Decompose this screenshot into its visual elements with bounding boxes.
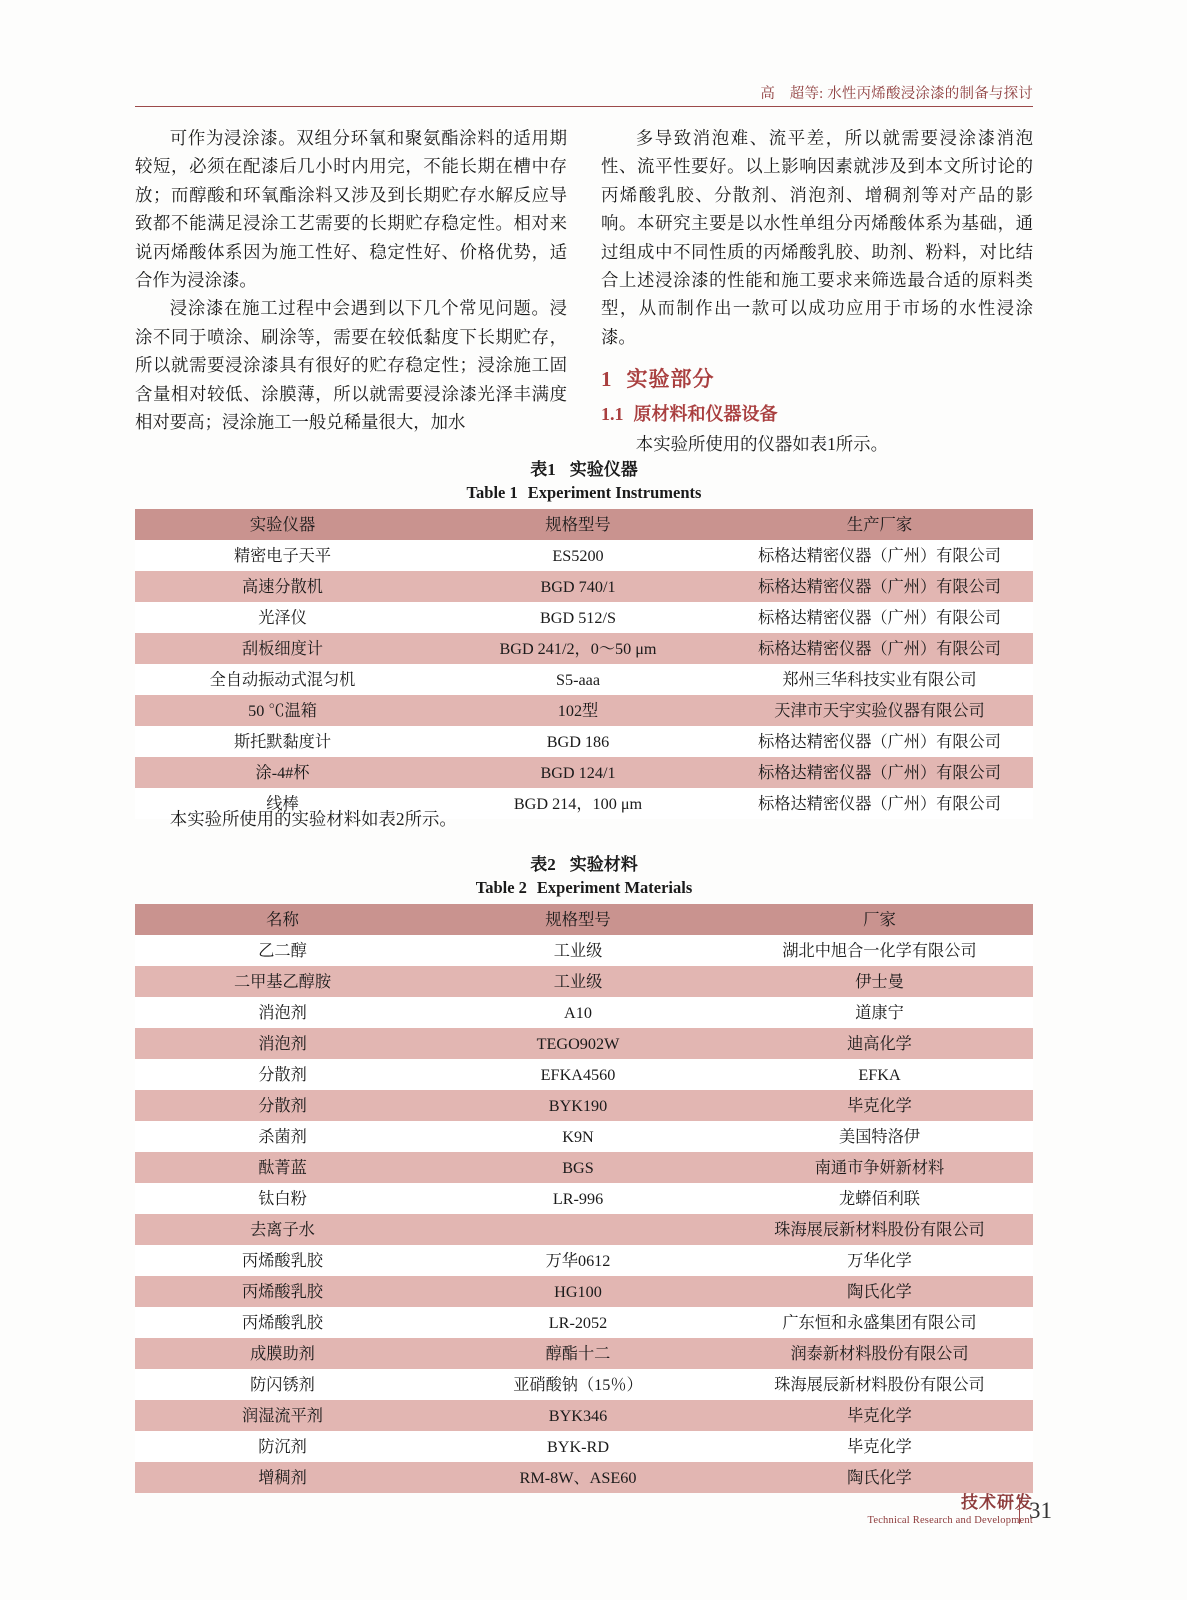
subsection-title: 原材料和仪器设备 (633, 403, 778, 424)
table-1-cell: 线棒 (135, 788, 430, 819)
table-2-cell: 工业级 (430, 935, 726, 966)
table-2-cell: 丙烯酸乳胶 (135, 1276, 430, 1307)
table-1-cell: 102型 (430, 695, 726, 726)
table-2-cell: 钛白粉 (135, 1183, 430, 1214)
table-row (135, 1276, 1033, 1307)
table-1-header-cell: 生产厂家 (726, 509, 1033, 540)
table-2-cell: 消泡剂 (135, 997, 430, 1028)
table-1-cell: 全自动振动式混匀机 (135, 664, 430, 695)
table-2-cell: 润泰新材料股份有限公司 (726, 1338, 1033, 1369)
table-2-cell: BYK346 (430, 1400, 726, 1431)
section-number: 1 (601, 367, 613, 392)
table-2-cell: 工业级 (430, 966, 726, 997)
table-2-cell: 陶氏化学 (726, 1276, 1033, 1307)
table-2-cell: 美国特洛伊 (726, 1121, 1033, 1152)
table-1-cell: BGD 740/1 (430, 571, 726, 602)
table-2-cell: 道康宁 (726, 997, 1033, 1028)
table-2-cell: 迪高化学 (726, 1028, 1033, 1059)
table-2-cell: 珠海展辰新材料股份有限公司 (726, 1214, 1033, 1245)
table-1-cell: 涂-4#杯 (135, 757, 430, 788)
table-row (135, 664, 1033, 695)
table-1-caption-cn-title: 实验仪器 (569, 460, 638, 479)
table-2-cell: 防沉剂 (135, 1431, 430, 1462)
table-2-cell: 润湿流平剂 (135, 1400, 430, 1431)
table-2-cell: 乙二醇 (135, 935, 430, 966)
table-1 (135, 509, 1033, 819)
table-1-cell: 斯托默黏度计 (135, 726, 430, 757)
table-row (135, 1400, 1033, 1431)
table-2-cell: 亚硝酸钠（15％） (430, 1369, 726, 1400)
table-2-caption-en (135, 878, 1033, 898)
table-row (135, 1152, 1033, 1183)
table-2-header-cell: 规格型号 (430, 904, 726, 935)
table-2-caption-cn (135, 850, 1033, 875)
table-1-cell: 精密电子天平 (135, 540, 430, 571)
table-2-cell: BYK190 (430, 1090, 726, 1121)
table-2-cell: 珠海展辰新材料股份有限公司 (726, 1369, 1033, 1400)
subsection-number: 1.1 (601, 403, 624, 424)
table-1-caption-en (135, 483, 1033, 503)
table-2-cell: BYK-RD (430, 1431, 726, 1462)
table-2-cell: TEGO902W (430, 1028, 726, 1059)
table-2-cell: 丙烯酸乳胶 (135, 1307, 430, 1338)
table-row (135, 540, 1033, 571)
table-row (135, 1121, 1033, 1152)
table-2-cell: 酞菁蓝 (135, 1152, 430, 1183)
table-1-caption-cn-label: 表1 (530, 460, 556, 479)
table-row (135, 571, 1033, 602)
table-1-cell: S5-aaa (430, 664, 726, 695)
footer-brand-en: Technical Research and Development (867, 1515, 1033, 1526)
footer-brand (867, 1492, 1033, 1528)
table-1-cell: BGD 512/S (430, 602, 726, 633)
table-2-cell: 龙蟒佰利联 (726, 1183, 1033, 1214)
table-row (135, 1462, 1033, 1493)
table-2-cell: 二甲基乙醇胺 (135, 966, 430, 997)
table-row (135, 1214, 1033, 1245)
table-row (135, 1369, 1033, 1400)
table-1-cell: BGD 186 (430, 726, 726, 757)
table-2-cell: 醇酯十二 (430, 1338, 726, 1369)
table-2-cell: HG100 (430, 1276, 726, 1307)
footer-brand-cn: 技术研发 (961, 1493, 1033, 1512)
table-1-cell: 标格达精密仪器（广州）有限公司 (726, 726, 1033, 757)
table-1-cell: BGD 241/2，0～50 μm (430, 633, 726, 664)
table-1-cell: 标格达精密仪器（广州）有限公司 (726, 757, 1033, 788)
table-row (135, 633, 1033, 664)
table-2-cell: 分散剂 (135, 1059, 430, 1090)
table-2-cell: EFKA (726, 1059, 1033, 1090)
table-1-cell: 50 ℃温箱 (135, 695, 430, 726)
table-row (135, 1431, 1033, 1462)
table-2-caption-en-title: Experiment Materials (536, 878, 693, 897)
table-2-cell: 陶氏化学 (726, 1462, 1033, 1493)
table-1-cell: ES5200 (430, 540, 726, 571)
table-row (135, 1307, 1033, 1338)
table-2-caption-cn-title: 实验材料 (569, 855, 638, 874)
table-2-cell: 广东恒和永盛集团有限公司 (726, 1307, 1033, 1338)
page-number: 31 (1019, 1498, 1052, 1524)
table-1-header-cell: 实验仪器 (135, 509, 430, 540)
table-row (135, 602, 1033, 633)
left-paragraph-1: 可作为浸涂漆。双组分环氧和聚氨酯涂料的适用期较短，必须在配漆后几小时内用完，不能长期在槽中存放；而醇酸和环氧酯涂料又涉及到长期贮存水解反应导致都不能满足浸涂工艺需要的长期贮存稳定性。相对来说丙烯酸体系因为施工性好、稳定性好、价格优势，适合作为浸涂漆。 (135, 128, 567, 291)
table-2-header-row (135, 904, 1033, 935)
table-2-cell: 消泡剂 (135, 1028, 430, 1059)
table-2-cell: BGS (430, 1152, 726, 1183)
table-1-cell: 标格达精密仪器（广州）有限公司 (726, 633, 1033, 664)
table-1-cell: 标格达精密仪器（广州）有限公司 (726, 540, 1033, 571)
table-row (135, 966, 1033, 997)
table-1-header-row (135, 509, 1033, 540)
table-row (135, 1338, 1033, 1369)
table-2-cell: 杀菌剂 (135, 1121, 430, 1152)
table-2-cell: EFKA4560 (430, 1059, 726, 1090)
subsection-heading-1-1 (601, 400, 1033, 428)
table-row (135, 757, 1033, 788)
table-row (135, 726, 1033, 757)
table-1-cell: 刮板细度计 (135, 633, 430, 664)
section-title: 实验部分 (626, 367, 715, 392)
table-2-block (135, 850, 1033, 1493)
table-1-cell: BGD 214，100 μm (430, 788, 726, 819)
table-1-cell: 标格达精密仪器（广州）有限公司 (726, 788, 1033, 819)
left-column (135, 124, 567, 436)
table-1-cell: 天津市天宇实验仪器有限公司 (726, 695, 1033, 726)
table-2-cell: 毕克化学 (726, 1090, 1033, 1121)
table-2-caption-en-label: Table 2 (475, 878, 527, 897)
table-2-cell: 分散剂 (135, 1090, 430, 1121)
table-2-cell: 增稠剂 (135, 1462, 430, 1493)
right-paragraph-1: 多导致消泡难、流平差，所以就需要浸涂漆消泡性、流平性要好。以上影响因素就涉及到本文所讨论的丙烯酸乳胶、分散剂、消泡剂、增稠剂等对产品的影响。本研究主要是以水性单组分丙烯酸体系为基础，通过组成中不同性质的丙烯酸乳胶、助剂、粉料，对比结合上述浸涂漆的性能和施工要求来筛选最合适的原料类型，从而制作出一款可以成功应用于市场的水性浸涂漆。 (601, 128, 1033, 347)
left-paragraph-2: 浸涂漆在施工过程中会遇到以下几个常见问题。浸涂不同于喷涂、刷涂等，需要在较低黏度下长期贮存，所以就需要浸涂漆具有很好的贮存稳定性；浸涂施工固含量相对较低、涂膜薄，所以就需要浸涂漆光泽丰满度相对要高；浸涂施工一般兑稀量很大，加水 (135, 298, 567, 433)
table-row (135, 695, 1033, 726)
table-1-caption-en-title: Experiment Instruments (527, 483, 702, 502)
table-row (135, 1245, 1033, 1276)
table-1-cell: 光泽仪 (135, 602, 430, 633)
table-2-cell: 毕克化学 (726, 1431, 1033, 1462)
table-1-cell: 标格达精密仪器（广州）有限公司 (726, 571, 1033, 602)
table-1-cell: BGD 124/1 (430, 757, 726, 788)
table-2-cell: 成膜助剂 (135, 1338, 430, 1369)
table-1-block (135, 455, 1033, 819)
table-2-cell: 万华化学 (726, 1245, 1033, 1276)
mid-note: 本实验所使用的实验材料如表2所示。 (169, 809, 457, 829)
table-1-cell: 郑州三华科技实业有限公司 (726, 664, 1033, 695)
section-heading-1 (601, 365, 1033, 393)
table-2-cell: 毕克化学 (726, 1400, 1033, 1431)
table-2-caption-cn-label: 表2 (530, 855, 556, 874)
table-1-caption-cn (135, 455, 1033, 480)
table-2-cell: LR-2052 (430, 1307, 726, 1338)
table-1-cell: 高速分散机 (135, 571, 430, 602)
table-2-cell (430, 1214, 726, 1245)
table-2-cell: 防闪锈剂 (135, 1369, 430, 1400)
right-paragraph-2: 本实验所使用的仪器如表1所示。 (635, 434, 888, 455)
right-column (601, 124, 1033, 458)
table-2-cell: 万华0612 (430, 1245, 726, 1276)
table-1-caption-en-label: Table 1 (466, 483, 518, 502)
table-2-cell: RM-8W、ASE60 (430, 1462, 726, 1493)
table-2-cell: A10 (430, 997, 726, 1028)
table-2-cell: 南通市争妍新材料 (726, 1152, 1033, 1183)
table-1-header-cell: 规格型号 (430, 509, 726, 540)
table-row (135, 997, 1033, 1028)
table-2-header-cell: 厂家 (726, 904, 1033, 935)
table-2-header-cell: 名称 (135, 904, 430, 935)
table-2-cell: 去离子水 (135, 1214, 430, 1245)
running-head: 高 超等: 水性丙烯酸浸涂漆的制备与探讨 (760, 86, 1033, 102)
table-row (135, 1090, 1033, 1121)
running-head-rule (135, 106, 1033, 107)
table-2 (135, 904, 1033, 1493)
table-2-cell: 丙烯酸乳胶 (135, 1245, 430, 1276)
table-2-cell: LR-996 (430, 1183, 726, 1214)
table-2-cell: 湖北中旭合一化学有限公司 (726, 935, 1033, 966)
table-2-cell: 伊士曼 (726, 966, 1033, 997)
table-1-cell: 标格达精密仪器（广州）有限公司 (726, 602, 1033, 633)
table-2-cell: K9N (430, 1121, 726, 1152)
table-row (135, 1059, 1033, 1090)
table-row (135, 1028, 1033, 1059)
table-row (135, 1183, 1033, 1214)
table-row (135, 935, 1033, 966)
